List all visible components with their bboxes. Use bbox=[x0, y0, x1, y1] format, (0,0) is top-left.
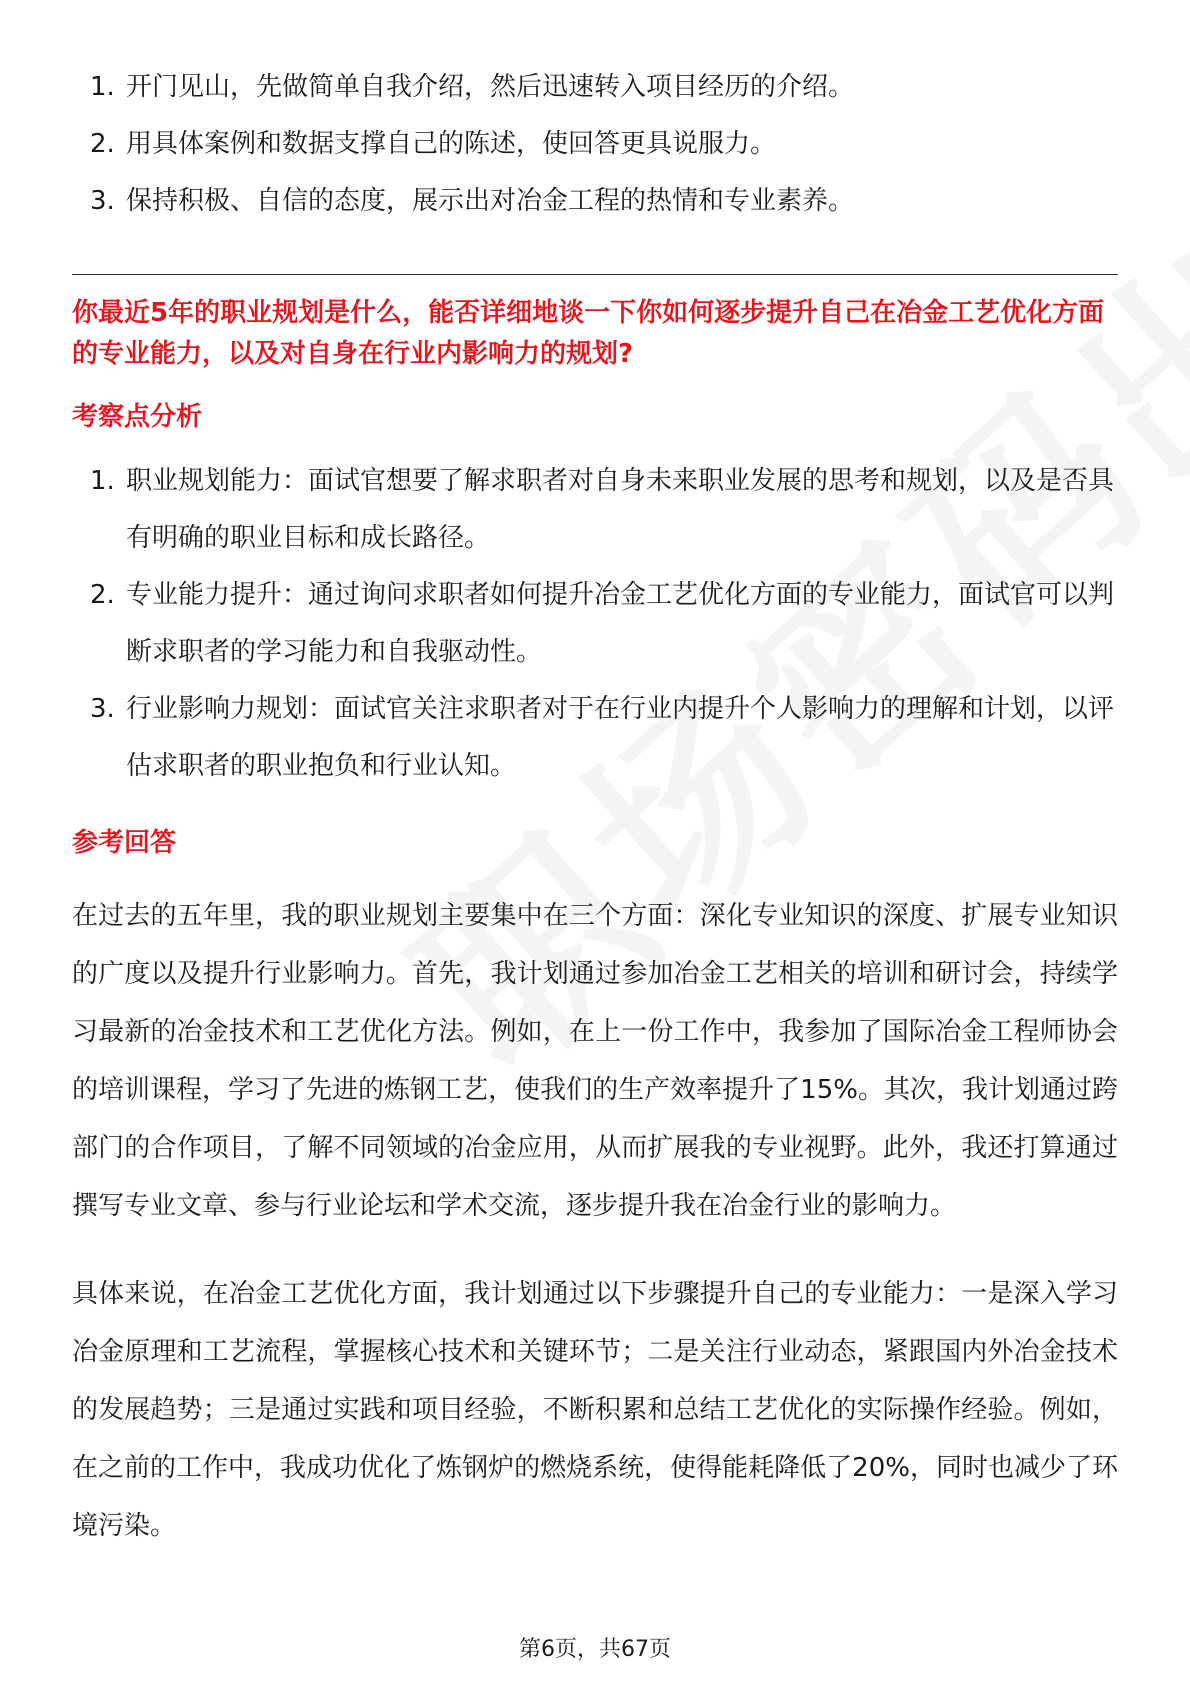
list-number: 2. bbox=[90, 580, 115, 610]
list-number: 1. bbox=[90, 72, 115, 102]
interview-question: 你最近5年的职业规划是什么，能否详细地谈一下你如何逐步提升自己在冶金工艺优化方面的专业能力，以及对自身在行业内影响力的规划? bbox=[72, 298, 1105, 369]
list-item bbox=[72, 60, 1118, 114]
list-text: 保持积极、自信的态度，展示出对冶金工程的热情和专业素养。 bbox=[126, 186, 855, 216]
list-item bbox=[72, 117, 1118, 171]
list-item bbox=[72, 453, 1118, 567]
page-number: 第6页，共67页 bbox=[519, 1637, 671, 1662]
list-text: 用具体案例和数据支撑自己的陈述，使回答更具说服力。 bbox=[126, 129, 777, 159]
list-number: 2. bbox=[90, 129, 115, 159]
list-number: 3. bbox=[90, 694, 115, 724]
answer-heading: 参考回答 bbox=[72, 828, 177, 858]
list-item bbox=[72, 174, 1118, 228]
list-item bbox=[72, 681, 1118, 795]
analysis-list bbox=[72, 453, 1118, 795]
list-text: 行业影响力规划：面试官关注求职者对于在行业内提升个人影响力的理解和计划，以评估求职者的职业抱负和行业认知。 bbox=[126, 694, 1115, 781]
tips-list bbox=[72, 60, 1118, 228]
answer-paragraph: 具体来说，在冶金工艺优化方面，我计划通过以下步骤提升自己的专业能力：一是深入学习冶金原理和工艺流程，掌握核心技术和关键环节；二是关注行业动态，紧跟国内外冶金技术的发展趋势；三是通过实践和项目经验，不断积累和总结工艺优化的实际操作经验。例如，在之前的工作中，我成功优化了炼钢炉的燃烧系统，使得能耗降低了20%，同时也减少了环境污染。 bbox=[72, 1279, 1118, 1541]
document-page bbox=[72, 60, 1118, 1555]
section-divider bbox=[72, 274, 1118, 275]
list-text: 专业能力提升：通过询问求职者如何提升冶金工艺优化方面的专业能力，面试官可以判断求职者的学习能力和自我驱动性。 bbox=[126, 580, 1115, 667]
list-number: 3. bbox=[90, 186, 115, 216]
analysis-heading: 考察点分析 bbox=[72, 402, 203, 432]
list-number: 1. bbox=[90, 466, 115, 496]
list-text: 开门见山，先做简单自我介绍，然后迅速转入项目经历的介绍。 bbox=[126, 72, 855, 102]
list-item bbox=[72, 567, 1118, 681]
list-text: 职业规划能力：面试官想要了解求职者对自身未来职业发展的思考和规划，以及是否具有明确的职业目标和成长路径。 bbox=[126, 466, 1115, 553]
answer-paragraph: 在过去的五年里，我的职业规划主要集中在三个方面：深化专业知识的深度、扩展专业知识的广度以及提升行业影响力。首先，我计划通过参加冶金工艺相关的培训和研讨会，持续学习最新的冶金技术和工艺优化方法。例如，在上一份工作中，我参加了国际冶金工程师协会的培训课程，学习了先进的炼钢工艺，使我们的生产效率提升了15%。其次，我计划通过跨部门的合作项目，了解不同领域的冶金应用，从而扩展我的专业视野。此外，我还打算通过撰写专业文章、参与行业论坛和学术交流，逐步提升我在冶金行业的影响力。 bbox=[72, 901, 1118, 1221]
